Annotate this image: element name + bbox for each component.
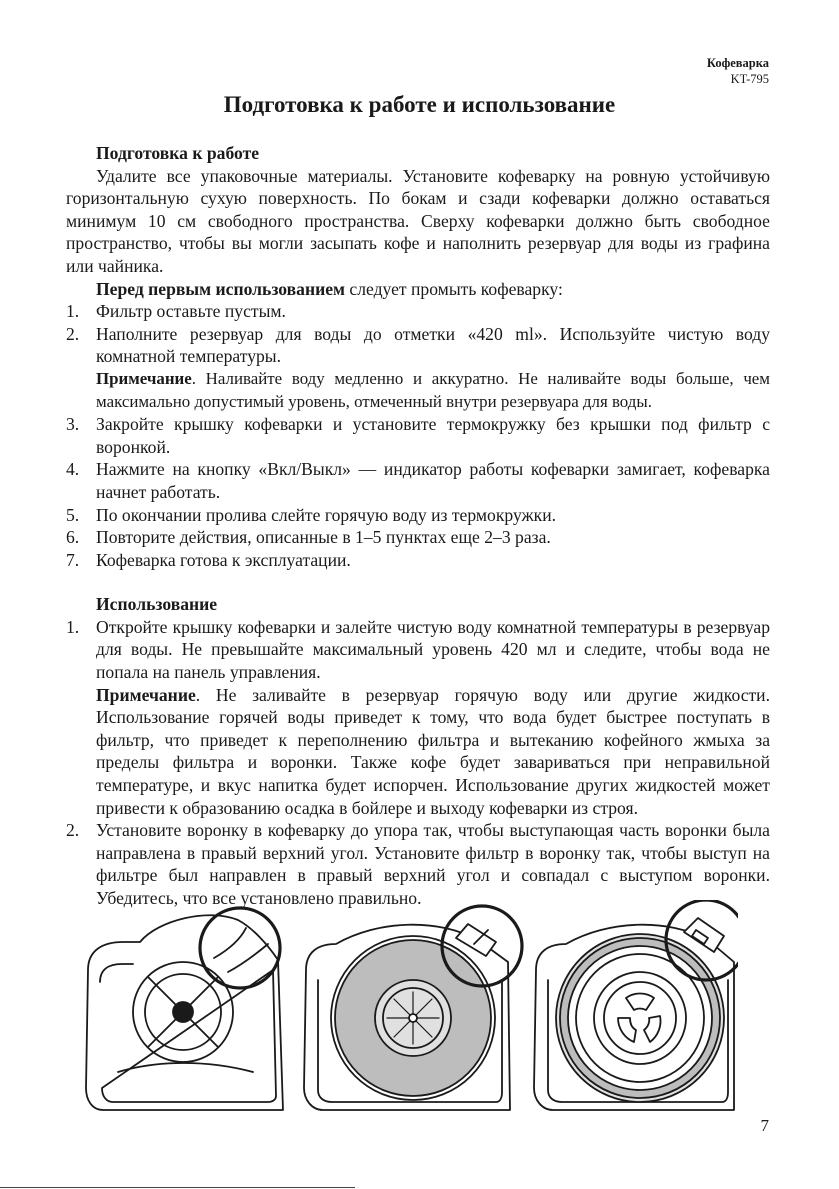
assembly-illustrations [78, 900, 738, 1120]
note-label: Примечание [96, 368, 192, 388]
note-text: . Наливайте воду медленно и аккуратно. Не наливайте воды больше, чем максимально допустимый уровень, отмеченный внутри резервуара для воды. [96, 368, 770, 411]
list-item: 2. Наполните резервуар для воды до отметки «420 ml». Используйте чистую воду комнатной температуры. [66, 323, 770, 367]
first-use-bold: Перед первым использованием [96, 278, 346, 299]
header-model: KT-795 [730, 72, 769, 86]
list-item: 5. По окончании пролива слейте горячую воду из термокружки. [66, 504, 557, 525]
note-label: Примечание [96, 684, 196, 705]
first-use-line [66, 278, 770, 301]
prep-intro: Удалите все упаковочные материалы. Установите кофеварку на ровную устойчивую горизонтальную сухую поверхность. По бокам и сзади кофеварки должно оставаться минимум 10 см свободного пространства. Сверху кофеварки должно быть свободное пространство, чтобы вы могли засыпать кофе и наполнить резервуар для воды из графина или чайника. [66, 165, 770, 276]
page-body [66, 142, 770, 910]
list-item: 6. Повторите действия, описанные в 1–5 пунктах еще 2–3 раза. [66, 527, 551, 548]
list-item: 4. Нажмите на кнопку «Вкл/Выкл» — индикатор работы кофеварки замигает, кофеварка начнет работать. [66, 459, 770, 502]
page-title: Подготовка к работе и использование [223, 92, 616, 117]
figure-funnel-installed [304, 906, 522, 1110]
prep-heading: Подготовка к работе [96, 143, 260, 163]
list-item: 1. Откройте крышку кофеварки и залейте чистую воду комнатной температуры в резервуар для воды. Не превышайте максимальный уровень 420 мл и следите, чтобы вода не попала на панель управления. [66, 616, 770, 683]
usage-note [66, 684, 770, 820]
note-text: . Не заливайте в резервуар горячую воду или другие жидкости. Использование горячей воды приведет к тому, что вода будет быстрее поступать в фильтр, что приведет к переполнению фильтра и вытеканию кофейного жмыха за пределы фильтра и воронки. Также кофе будет завариваться при неправильной температуре, и вкус напитка будет испорчен. Использование других жидкостей может привести к образованию осадка в бойлере и выходу кофеварки из строя. [96, 684, 770, 818]
figure-filter-installed [534, 900, 738, 1110]
list-item: 2. Установите воронку в кофеварку до упора так, чтобы выступающая часть воронки была направлена в правый верхний угол. Установите фильтр в воронку так, чтобы выступ на фильтре был направлен в правый верхний угол и совпадал с выступом воронки. Убедитесь, что все установлено правильно. [66, 820, 770, 908]
running-header [707, 55, 769, 87]
figure-empty-base [86, 908, 283, 1110]
first-use-rest: следует промыть кофеварку: [345, 278, 563, 299]
list-item: 1. Фильтр оставьте пустым. [66, 301, 286, 322]
list-item: 3. Закройте крышку кофеварки и установите термокружку без крышки под фильтр с воронкой. [66, 414, 770, 457]
page-number: 7 [760, 1116, 769, 1135]
footer-rule [0, 1187, 355, 1188]
list-item: 7. Кофеварка готова к эксплуатации. [66, 549, 351, 570]
header-product: Кофеварка [706, 56, 769, 70]
usage-heading: Использование [96, 594, 218, 615]
prep-note [66, 368, 770, 413]
